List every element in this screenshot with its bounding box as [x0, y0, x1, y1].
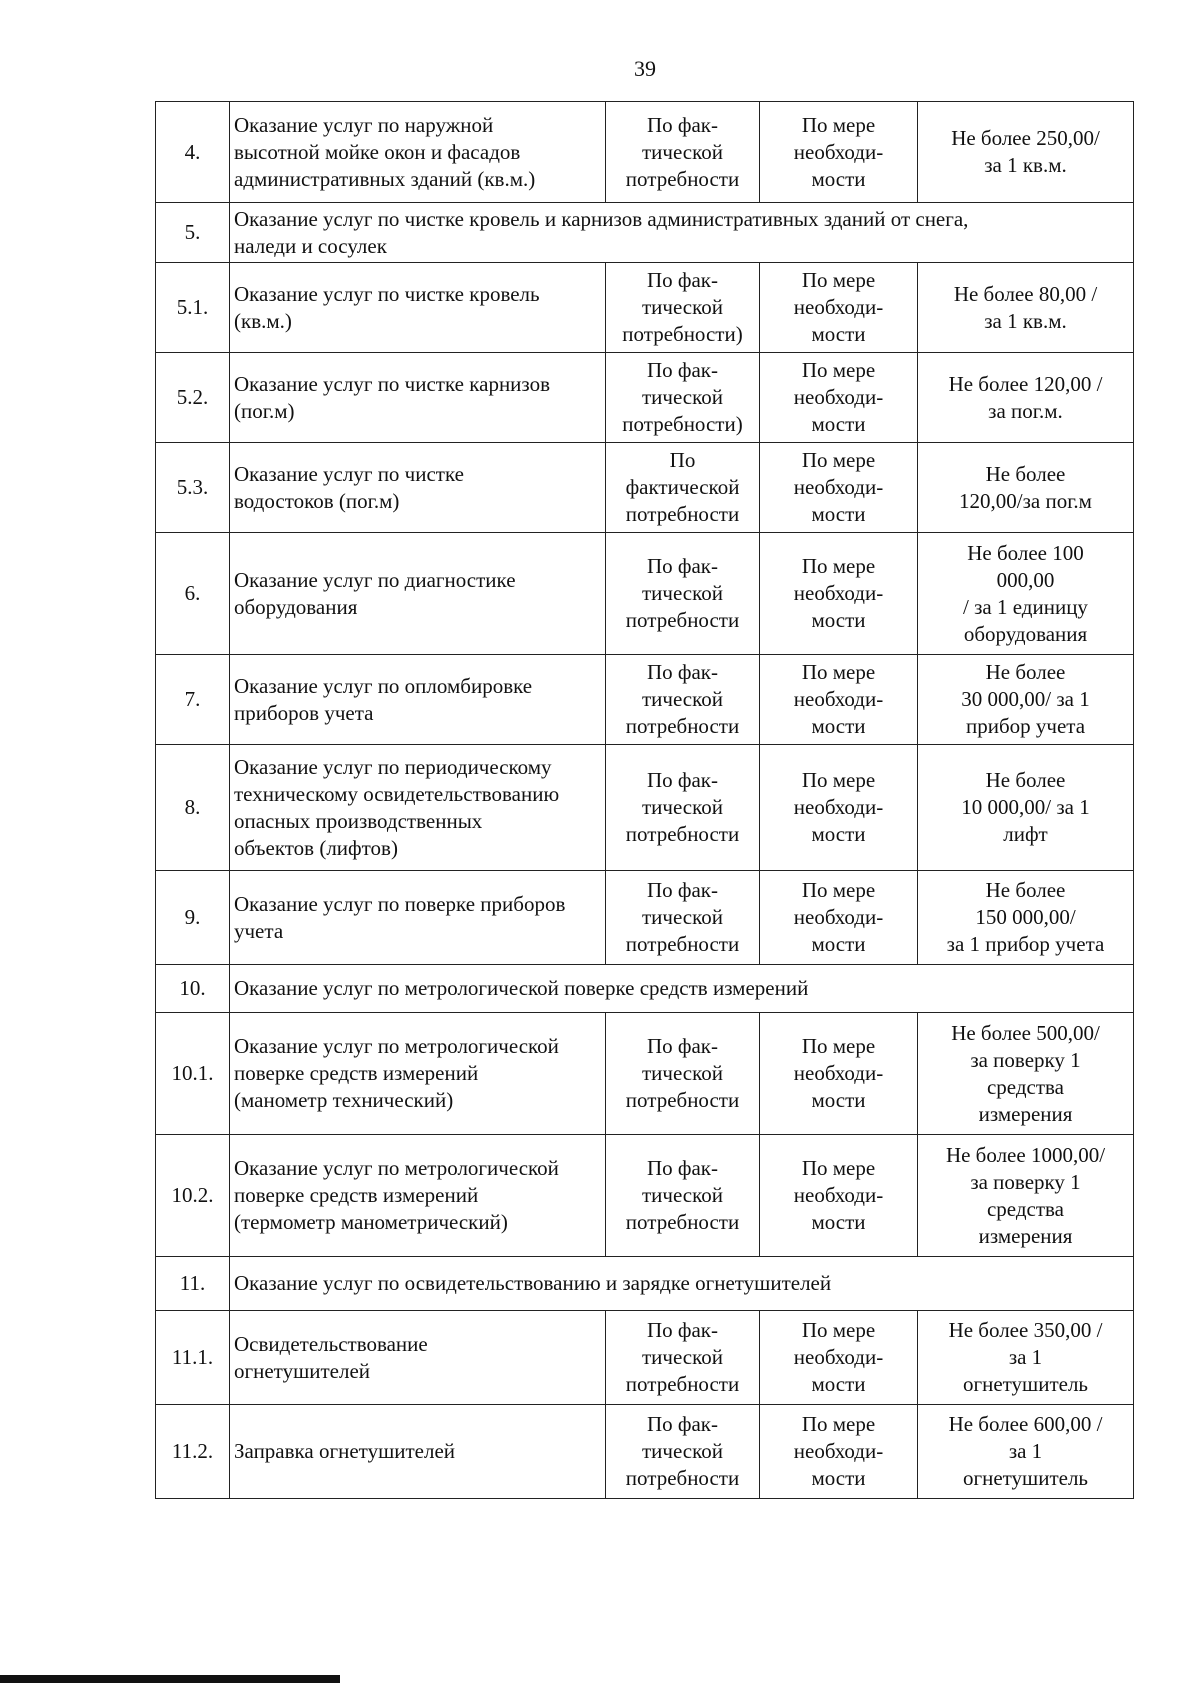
service-name: Оказание услуг по диагностике оборудования	[230, 533, 606, 655]
service-price: Не более 500,00/ за поверку 1 средства измерения	[918, 1013, 1134, 1135]
service-basis: По фак- тической потребности	[606, 655, 760, 745]
section-title: Оказание услуг по освидетельствованию и зарядке огнетушителей	[230, 1257, 1134, 1311]
row-number: 9.	[156, 871, 230, 965]
table-row	[156, 1135, 1134, 1257]
page-number: 39	[634, 56, 656, 81]
service-basis: По фак- тической потребности	[606, 1135, 760, 1257]
row-number: 11.	[156, 1257, 230, 1311]
section-row	[156, 965, 1134, 1013]
service-basis: По фак- тической потребности	[606, 1013, 760, 1135]
service-price: Не более 100 000,00 / за 1 единицу оборудования	[918, 533, 1134, 655]
service-basis: По фак- тической потребности	[606, 1311, 760, 1405]
row-number: 10.1.	[156, 1013, 230, 1135]
service-name: Оказание услуг по чистке водостоков (пог.м)	[230, 443, 606, 533]
service-frequency: По мере необходи- мости	[760, 1311, 918, 1405]
section-title: Оказание услуг по метрологической поверке средств измерений	[230, 965, 1134, 1013]
service-price: Не более 150 000,00/ за 1 прибор учета	[918, 871, 1134, 965]
table-row	[156, 1405, 1134, 1499]
service-name: Оказание услуг по поверке приборов учета	[230, 871, 606, 965]
service-name: Заправка огнетушителей	[230, 1405, 606, 1499]
service-price: Не более 600,00 / за 1 огнетушитель	[918, 1405, 1134, 1499]
row-number: 8.	[156, 745, 230, 871]
service-basis: По фак- тической потребности	[606, 102, 760, 203]
service-name: Оказание услуг по периодическому техническому освидетельствованию опасных производственных объектов (лифтов)	[230, 745, 606, 871]
service-name: Оказание услуг по чистке карнизов (пог.м)	[230, 353, 606, 443]
service-frequency: По мере необходи- мости	[760, 353, 918, 443]
table-row	[156, 353, 1134, 443]
row-number: 5.1.	[156, 263, 230, 353]
table-row	[156, 102, 1134, 203]
service-frequency: По мере необходи- мости	[760, 263, 918, 353]
table-row	[156, 745, 1134, 871]
row-number: 11.2.	[156, 1405, 230, 1499]
row-number: 10.2.	[156, 1135, 230, 1257]
service-basis: По фактической потребности	[606, 443, 760, 533]
service-basis: По фак- тической потребности	[606, 745, 760, 871]
service-price: Не более 30 000,00/ за 1 прибор учета	[918, 655, 1134, 745]
service-frequency: По мере необходи- мости	[760, 745, 918, 871]
service-price: Не более 120,00 / за пог.м.	[918, 353, 1134, 443]
service-frequency: По мере необходи- мости	[760, 1013, 918, 1135]
service-name: Оказание услуг по метрологической поверке средств измерений (манометр технический)	[230, 1013, 606, 1135]
service-price: Не более 250,00/ за 1 кв.м.	[918, 102, 1134, 203]
section-row	[156, 1257, 1134, 1311]
service-price: Не более 120,00/за пог.м	[918, 443, 1134, 533]
scan-edge-bar	[0, 1675, 340, 1683]
services-table	[155, 101, 1134, 1499]
row-number: 10.	[156, 965, 230, 1013]
section-row	[156, 203, 1134, 263]
table-row	[156, 1311, 1134, 1405]
service-frequency: По мере необходи- мости	[760, 655, 918, 745]
table-row	[156, 533, 1134, 655]
row-number: 7.	[156, 655, 230, 745]
service-frequency: По мере необходи- мости	[760, 1135, 918, 1257]
service-frequency: По мере необходи- мости	[760, 871, 918, 965]
service-frequency: По мере необходи- мости	[760, 1405, 918, 1499]
row-number: 6.	[156, 533, 230, 655]
service-basis: По фак- тической потребности)	[606, 353, 760, 443]
table-row	[156, 655, 1134, 745]
service-price: Не более 1000,00/ за поверку 1 средства измерения	[918, 1135, 1134, 1257]
service-basis: По фак- тической потребности	[606, 533, 760, 655]
service-basis: По фак- тической потребности	[606, 1405, 760, 1499]
service-name: Оказание услуг по чистке кровель (кв.м.)	[230, 263, 606, 353]
service-frequency: По мере необходи- мости	[760, 533, 918, 655]
service-price: Не более 350,00 / за 1 огнетушитель	[918, 1311, 1134, 1405]
table-row	[156, 1013, 1134, 1135]
service-basis: По фак- тической потребности	[606, 871, 760, 965]
service-name: Освидетельствование огнетушителей	[230, 1311, 606, 1405]
table-row	[156, 443, 1134, 533]
row-number: 5.2.	[156, 353, 230, 443]
service-frequency: По мере необходи- мости	[760, 443, 918, 533]
row-number: 5.	[156, 203, 230, 263]
service-name: Оказание услуг по наружной высотной мойке окон и фасадов административных зданий (кв.м.)	[230, 102, 606, 203]
service-basis: По фак- тической потребности)	[606, 263, 760, 353]
service-name: Оказание услуг по метрологической поверке средств измерений (термометр манометрический)	[230, 1135, 606, 1257]
row-number: 5.3.	[156, 443, 230, 533]
section-title: Оказание услуг по чистке кровель и карнизов административных зданий от снега, наледи и сосулек	[230, 203, 1134, 263]
service-name: Оказание услуг по опломбировке приборов учета	[230, 655, 606, 745]
service-price: Не более 10 000,00/ за 1 лифт	[918, 745, 1134, 871]
row-number: 11.1.	[156, 1311, 230, 1405]
service-frequency: По мере необходи- мости	[760, 102, 918, 203]
service-price: Не более 80,00 / за 1 кв.м.	[918, 263, 1134, 353]
table-row	[156, 871, 1134, 965]
row-number: 4.	[156, 102, 230, 203]
table-row	[156, 263, 1134, 353]
